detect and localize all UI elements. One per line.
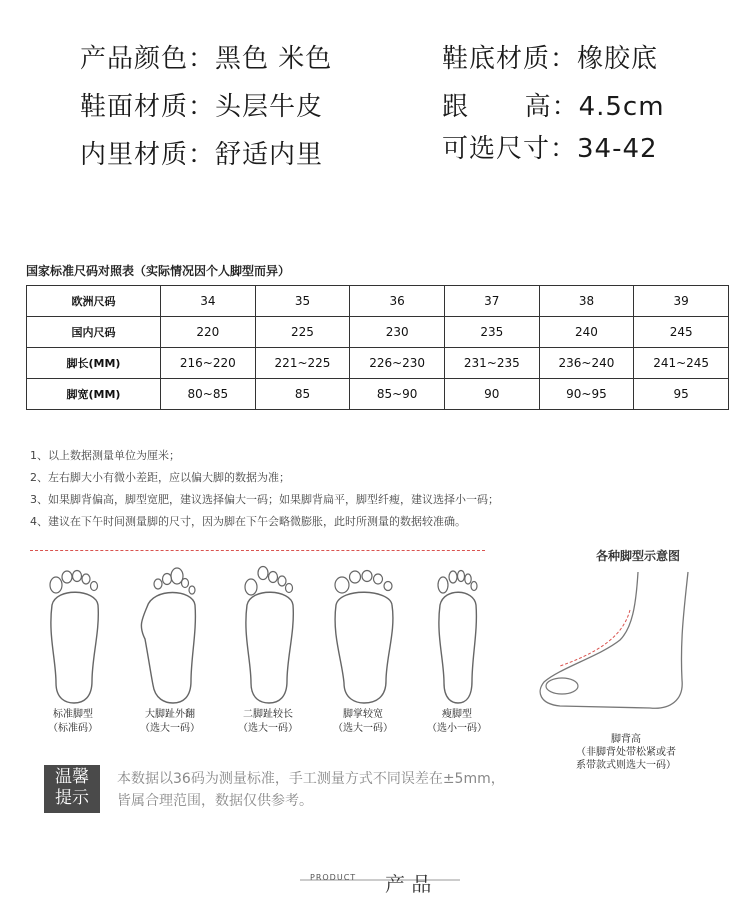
- slim-foot-icon: [422, 565, 492, 705]
- spec-sole: 鞋底材质：橡胶底: [442, 44, 659, 74]
- note-line: 1、以上数据测量单位为厘米；: [30, 449, 180, 462]
- table-cell: 226~230: [350, 348, 445, 379]
- spec-lining: 内里材质：舒适内里: [80, 140, 324, 170]
- row-label: 国内尺码: [27, 317, 161, 348]
- instep-label: [556, 733, 696, 772]
- table-cell: 220: [161, 317, 256, 348]
- tip-line: 本数据以36码为测量标准，手工测量方式不同误差在±5mm，: [117, 771, 505, 787]
- size-table-title: 国家标准尺码对照表（实际情况因个人脚型而异）: [26, 264, 291, 278]
- table-cell: 231~235: [444, 348, 539, 379]
- foot-type-label: [218, 708, 318, 736]
- table-row: [27, 379, 729, 410]
- foot-type-label: [313, 708, 413, 736]
- foot-type-advice: （标准码）: [48, 723, 98, 734]
- table-cell: 35: [255, 286, 350, 317]
- foot-type-advice: （选大一码）: [140, 723, 200, 734]
- table-cell: 235: [444, 317, 539, 348]
- table-cell: 90~95: [539, 379, 634, 410]
- row-label: 脚长(MM): [27, 348, 161, 379]
- table-cell: 36: [350, 286, 445, 317]
- table-cell: 241~245: [634, 348, 729, 379]
- instep-line: 脚背高: [611, 734, 641, 745]
- foot-type-name: 大脚趾外翻: [145, 709, 195, 720]
- row-label: 脚宽(MM): [27, 379, 161, 410]
- spec-sizes: 可选尺寸：34-42: [442, 134, 658, 164]
- table-cell: 225: [255, 317, 350, 348]
- note-line: 3、如果脚背偏高，脚型宽肥，建议选择偏大一码；如果脚背扁平，脚型纤瘦，建议选择小一码；: [30, 493, 499, 506]
- table-cell: 34: [161, 286, 256, 317]
- foot-type-label: [407, 708, 507, 736]
- measurement-notes: [30, 445, 499, 533]
- row-label: 欧洲尺码: [27, 286, 161, 317]
- table-cell: 39: [634, 286, 729, 317]
- table-cell: 37: [444, 286, 539, 317]
- table-cell: 85: [255, 379, 350, 410]
- foot-type-advice: （选小一码）: [427, 723, 487, 734]
- bunion-foot-icon: [135, 565, 205, 705]
- size-table: [26, 285, 729, 410]
- table-cell: 240: [539, 317, 634, 348]
- table-cell: 221~225: [255, 348, 350, 379]
- spec-upper: 鞋面材质：头层牛皮: [80, 92, 324, 122]
- instep-line: 系带款式则选大一码）: [576, 760, 676, 771]
- table-cell: 90: [444, 379, 539, 410]
- foot-types-title: 各种脚型示意图: [596, 549, 681, 563]
- table-cell: 245: [634, 317, 729, 348]
- table-cell: 95: [634, 379, 729, 410]
- tip-text: [117, 768, 505, 812]
- spec-heel: 跟 高：4.5cm: [442, 92, 665, 122]
- wide-foot-icon: [328, 565, 398, 705]
- table-cell: 85~90: [350, 379, 445, 410]
- tip-badge: [44, 765, 100, 813]
- tip-badge-line: 温馨: [55, 767, 89, 787]
- table-cell: 230: [350, 317, 445, 348]
- tip-badge-line: 提示: [55, 788, 89, 808]
- note-line: 4、建议在下午时间测量脚的尺寸，因为脚在下午会略微膨胀，此时所测量的数据较准确。: [30, 515, 466, 528]
- tip-line: 皆属合理范围，数据仅供参考。: [117, 793, 313, 809]
- table-cell: 80~85: [161, 379, 256, 410]
- table-cell: 236~240: [539, 348, 634, 379]
- foot-type-name: 脚掌较宽: [343, 709, 383, 720]
- foot-type-label: [120, 708, 220, 736]
- table-row: [27, 286, 729, 317]
- foot-type-name: 瘦脚型: [442, 709, 472, 720]
- long-second-toe-foot-icon: [233, 565, 303, 705]
- instep-line: （非脚背处带松紧或者: [576, 747, 676, 758]
- table-row: [27, 317, 729, 348]
- note-line: 2、左右脚大小有微小差距，应以偏大脚的数据为准；: [30, 471, 290, 484]
- high-instep-foot-icon: [520, 570, 700, 730]
- section-subtitle: PRODUCT: [310, 873, 357, 882]
- foot-type-advice: （选大一码）: [238, 723, 298, 734]
- table-row: [27, 348, 729, 379]
- foot-type-name: 二脚趾较长: [243, 709, 293, 720]
- table-cell: 38: [539, 286, 634, 317]
- foot-type-advice: （选大一码）: [333, 723, 393, 734]
- foot-type-name: 标准脚型: [53, 709, 93, 720]
- table-cell: 216~220: [161, 348, 256, 379]
- toe-reference-line: [30, 550, 485, 551]
- spec-color: 产品颜色：黑色 米色: [80, 44, 333, 74]
- foot-type-label: [23, 708, 123, 736]
- standard-foot-icon: [38, 565, 108, 705]
- section-title: 产 品: [385, 872, 432, 896]
